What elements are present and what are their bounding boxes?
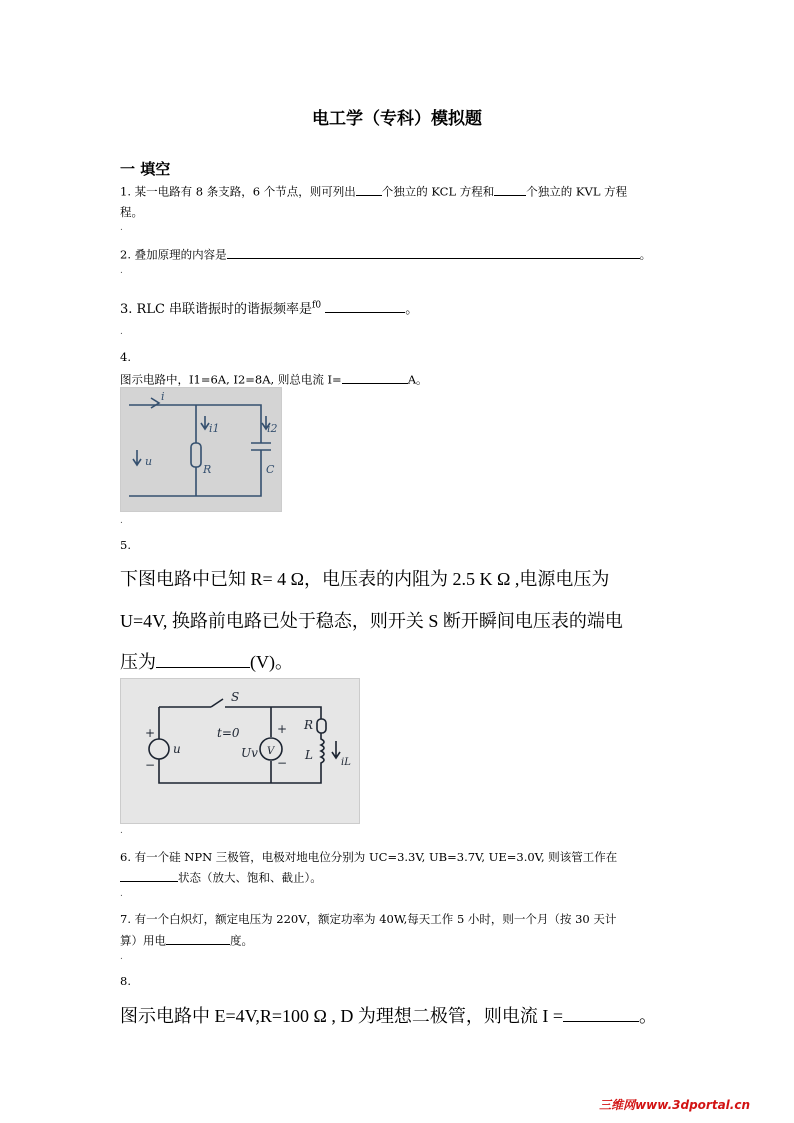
- circuit-figure-2: [120, 678, 360, 824]
- label-minus-meter: −: [277, 756, 288, 770]
- label-il: iL: [341, 757, 351, 768]
- label-i: i: [161, 390, 165, 403]
- spacer-dot: .: [120, 889, 123, 899]
- spacer-dot: .: [120, 327, 123, 337]
- question-1-line-1: 1. 某一电路有 8 条支路，6 个节点，则可列出 个独立的 KCL 方程和 个独立的 KVL 方程: [120, 184, 628, 199]
- label-plus-meter: +: [277, 722, 288, 736]
- question-7-line-2: 算）用电 度。: [120, 933, 253, 948]
- spacer-dot: .: [120, 516, 123, 526]
- question-7-line-1: 7. 有一个白炽灯，额定电压为 220V，额定功率为 40W,每天工作 5 小时，则一个月（按 30 天计: [120, 912, 617, 926]
- question-5-line-3: 压为 (V)。: [120, 648, 293, 674]
- circuit-figure-1: [120, 387, 282, 512]
- question-5-line-1: 下图电路中已知 R= 4 Ω，电压表的内阻为 2.5 K Ω ,电源电压为: [120, 569, 610, 589]
- label-uv: Uv: [241, 746, 258, 760]
- label-minus-source: −: [145, 758, 156, 772]
- question-6-line-2: 状态（放大、饱和、截止）。: [120, 869, 322, 886]
- question-6-line-1: 6. 有一个硅 NPN 三极管，电极对地电位分别为 UC=3.3V, UB=3.7V, UE=3.0V, 则该管工作在: [120, 850, 618, 864]
- spacer-dot: .: [120, 223, 123, 233]
- question-1-line-2: 程。: [120, 205, 143, 219]
- label-r: R: [304, 718, 314, 732]
- question-8-number: 8.: [120, 974, 131, 988]
- watermark: 三维网www.3dportal.cn: [599, 1098, 750, 1112]
- label-i2: i2: [267, 422, 278, 435]
- question-5-line-2: U=4V, 换路前电路已处于稳态，则开关 S 断开瞬间电压表的端电: [120, 611, 623, 631]
- label-i1: i1: [209, 422, 220, 435]
- question-3: 3. RLC 串联谐振时的谐振频率是$^{f0}$ 。: [120, 300, 419, 317]
- label-r: R: [203, 463, 212, 476]
- section-heading: 一 填空: [120, 160, 171, 178]
- label-c: C: [266, 463, 275, 476]
- spacer-dot: .: [120, 826, 123, 836]
- label-t0: t=0: [217, 726, 240, 740]
- question-2: 2. 叠加原理的内容是 。: [120, 247, 652, 262]
- question-5-number: 5.: [120, 538, 131, 552]
- label-l: L: [305, 748, 313, 762]
- question-8: 图示电路中 E=4V,R=100 Ω , D 为理想二极管，则电流 I = 。: [120, 1002, 657, 1028]
- label-u: u: [145, 455, 153, 468]
- label-voltmeter-v: V: [267, 746, 275, 757]
- label-plus-source: +: [145, 726, 156, 740]
- f0-symbol: f0: [312, 300, 322, 311]
- question-4: 图示电路中，I1=6A, I2=8A, 则总电流 I= A。: [120, 372, 428, 387]
- question-4-number: 4.: [120, 350, 131, 364]
- label-switch-s: S: [231, 690, 240, 704]
- spacer-dot: .: [120, 952, 123, 962]
- label-u: u: [173, 742, 181, 756]
- spacer-dot: .: [120, 266, 123, 276]
- page-title: 电工学（专科）模拟题: [312, 109, 482, 129]
